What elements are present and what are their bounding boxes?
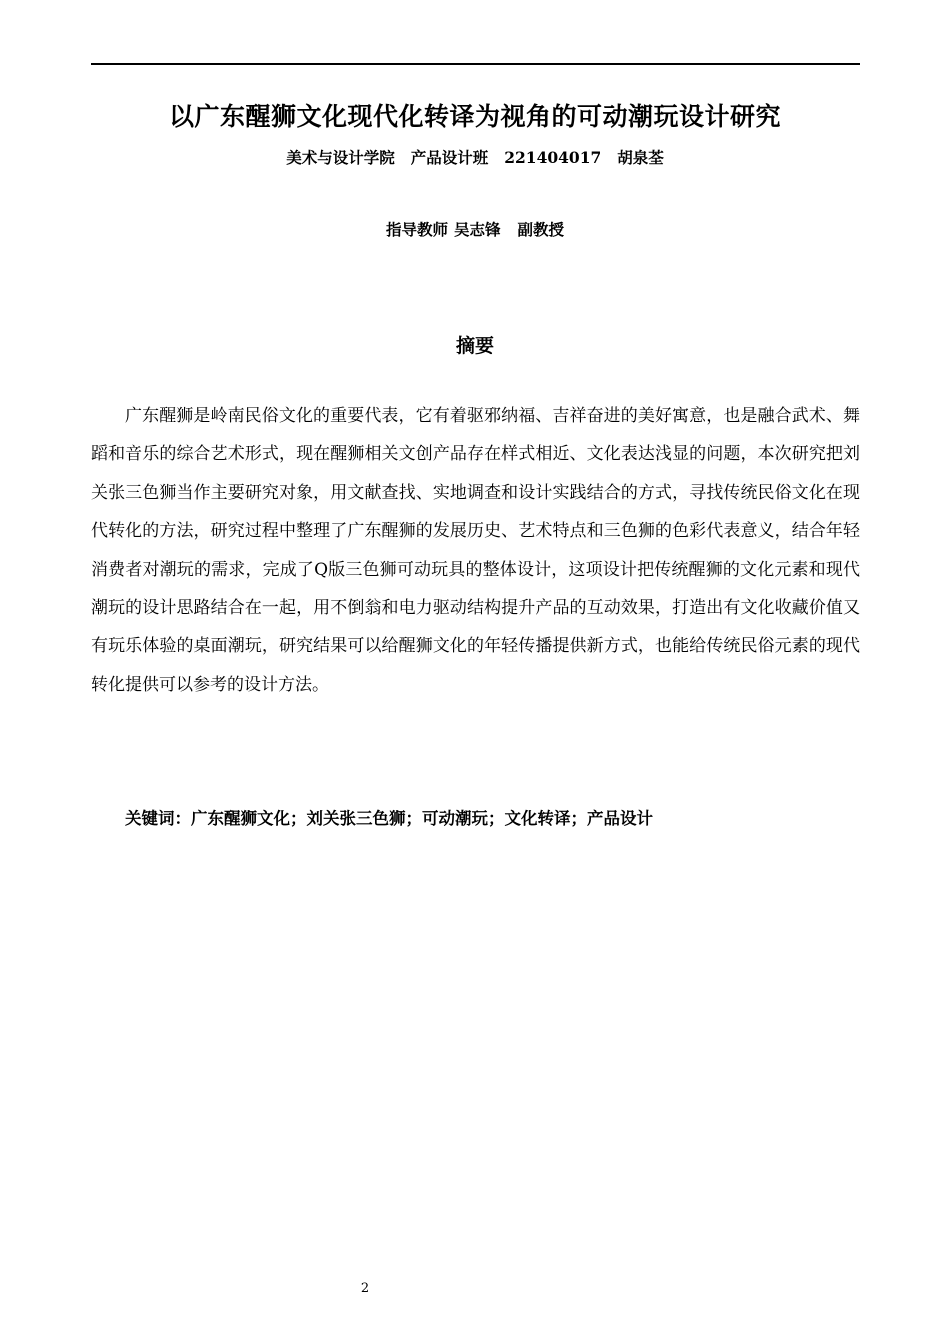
author-school: 美术与设计学院	[286, 148, 395, 167]
author-name: 胡泉荃	[617, 148, 664, 167]
abstract-body: 广东醒狮是岭南民俗文化的重要代表，它有着驱邪纳福、吉祥奋进的美好寓意，也是融合武术、舞蹈和音乐的综合艺术形式，现在醒狮相关文创产品存在样式相近、文化表达浅显的问题，本次研究把刘关张三色狮当作主要研究对象，用文献查找、实地调查和设计实践结合的方式，寻找传统民俗文化在现代转化的方法，研究过程中整理了广东醒狮的发展历史、艺术特点和三色狮的色彩代表意义，结合年轻消费者对潮玩的需求，完成了Q版三色狮可动玩具的整体设计，这项设计把传统醒狮的文化元素和现代潮玩的设计思路结合在一起，用不倒翁和电力驱动结构提升产品的互动效果，打造出有文化收藏价值又有玩乐体验的桌面潮玩，研究结果可以给醒狮文化的年轻传播提供新方式，也能给传统民俗元素的现代转化提供可以参考的设计方法。	[91, 406, 860, 695]
advisor-rank: 副教授	[517, 220, 565, 239]
author-student-id: 221404017	[504, 148, 602, 167]
author-line	[0, 147, 950, 169]
page-number: 2	[360, 1281, 370, 1296]
abstract-heading: 摘要	[455, 335, 494, 357]
advisor-line	[0, 219, 950, 241]
author-class: 产品设计班	[410, 148, 489, 167]
header-rule	[91, 63, 860, 65]
advisor-name: 吴志锋	[453, 220, 501, 239]
advisor-label: 指导教师	[385, 220, 448, 239]
keywords: 关键词：广东醒狮文化；刘关张三色狮；可动潮玩；文化转译；产品设计	[125, 809, 653, 828]
paper-title: 以广东醒狮文化现代化转译为视角的可动潮玩设计研究	[168, 102, 781, 131]
